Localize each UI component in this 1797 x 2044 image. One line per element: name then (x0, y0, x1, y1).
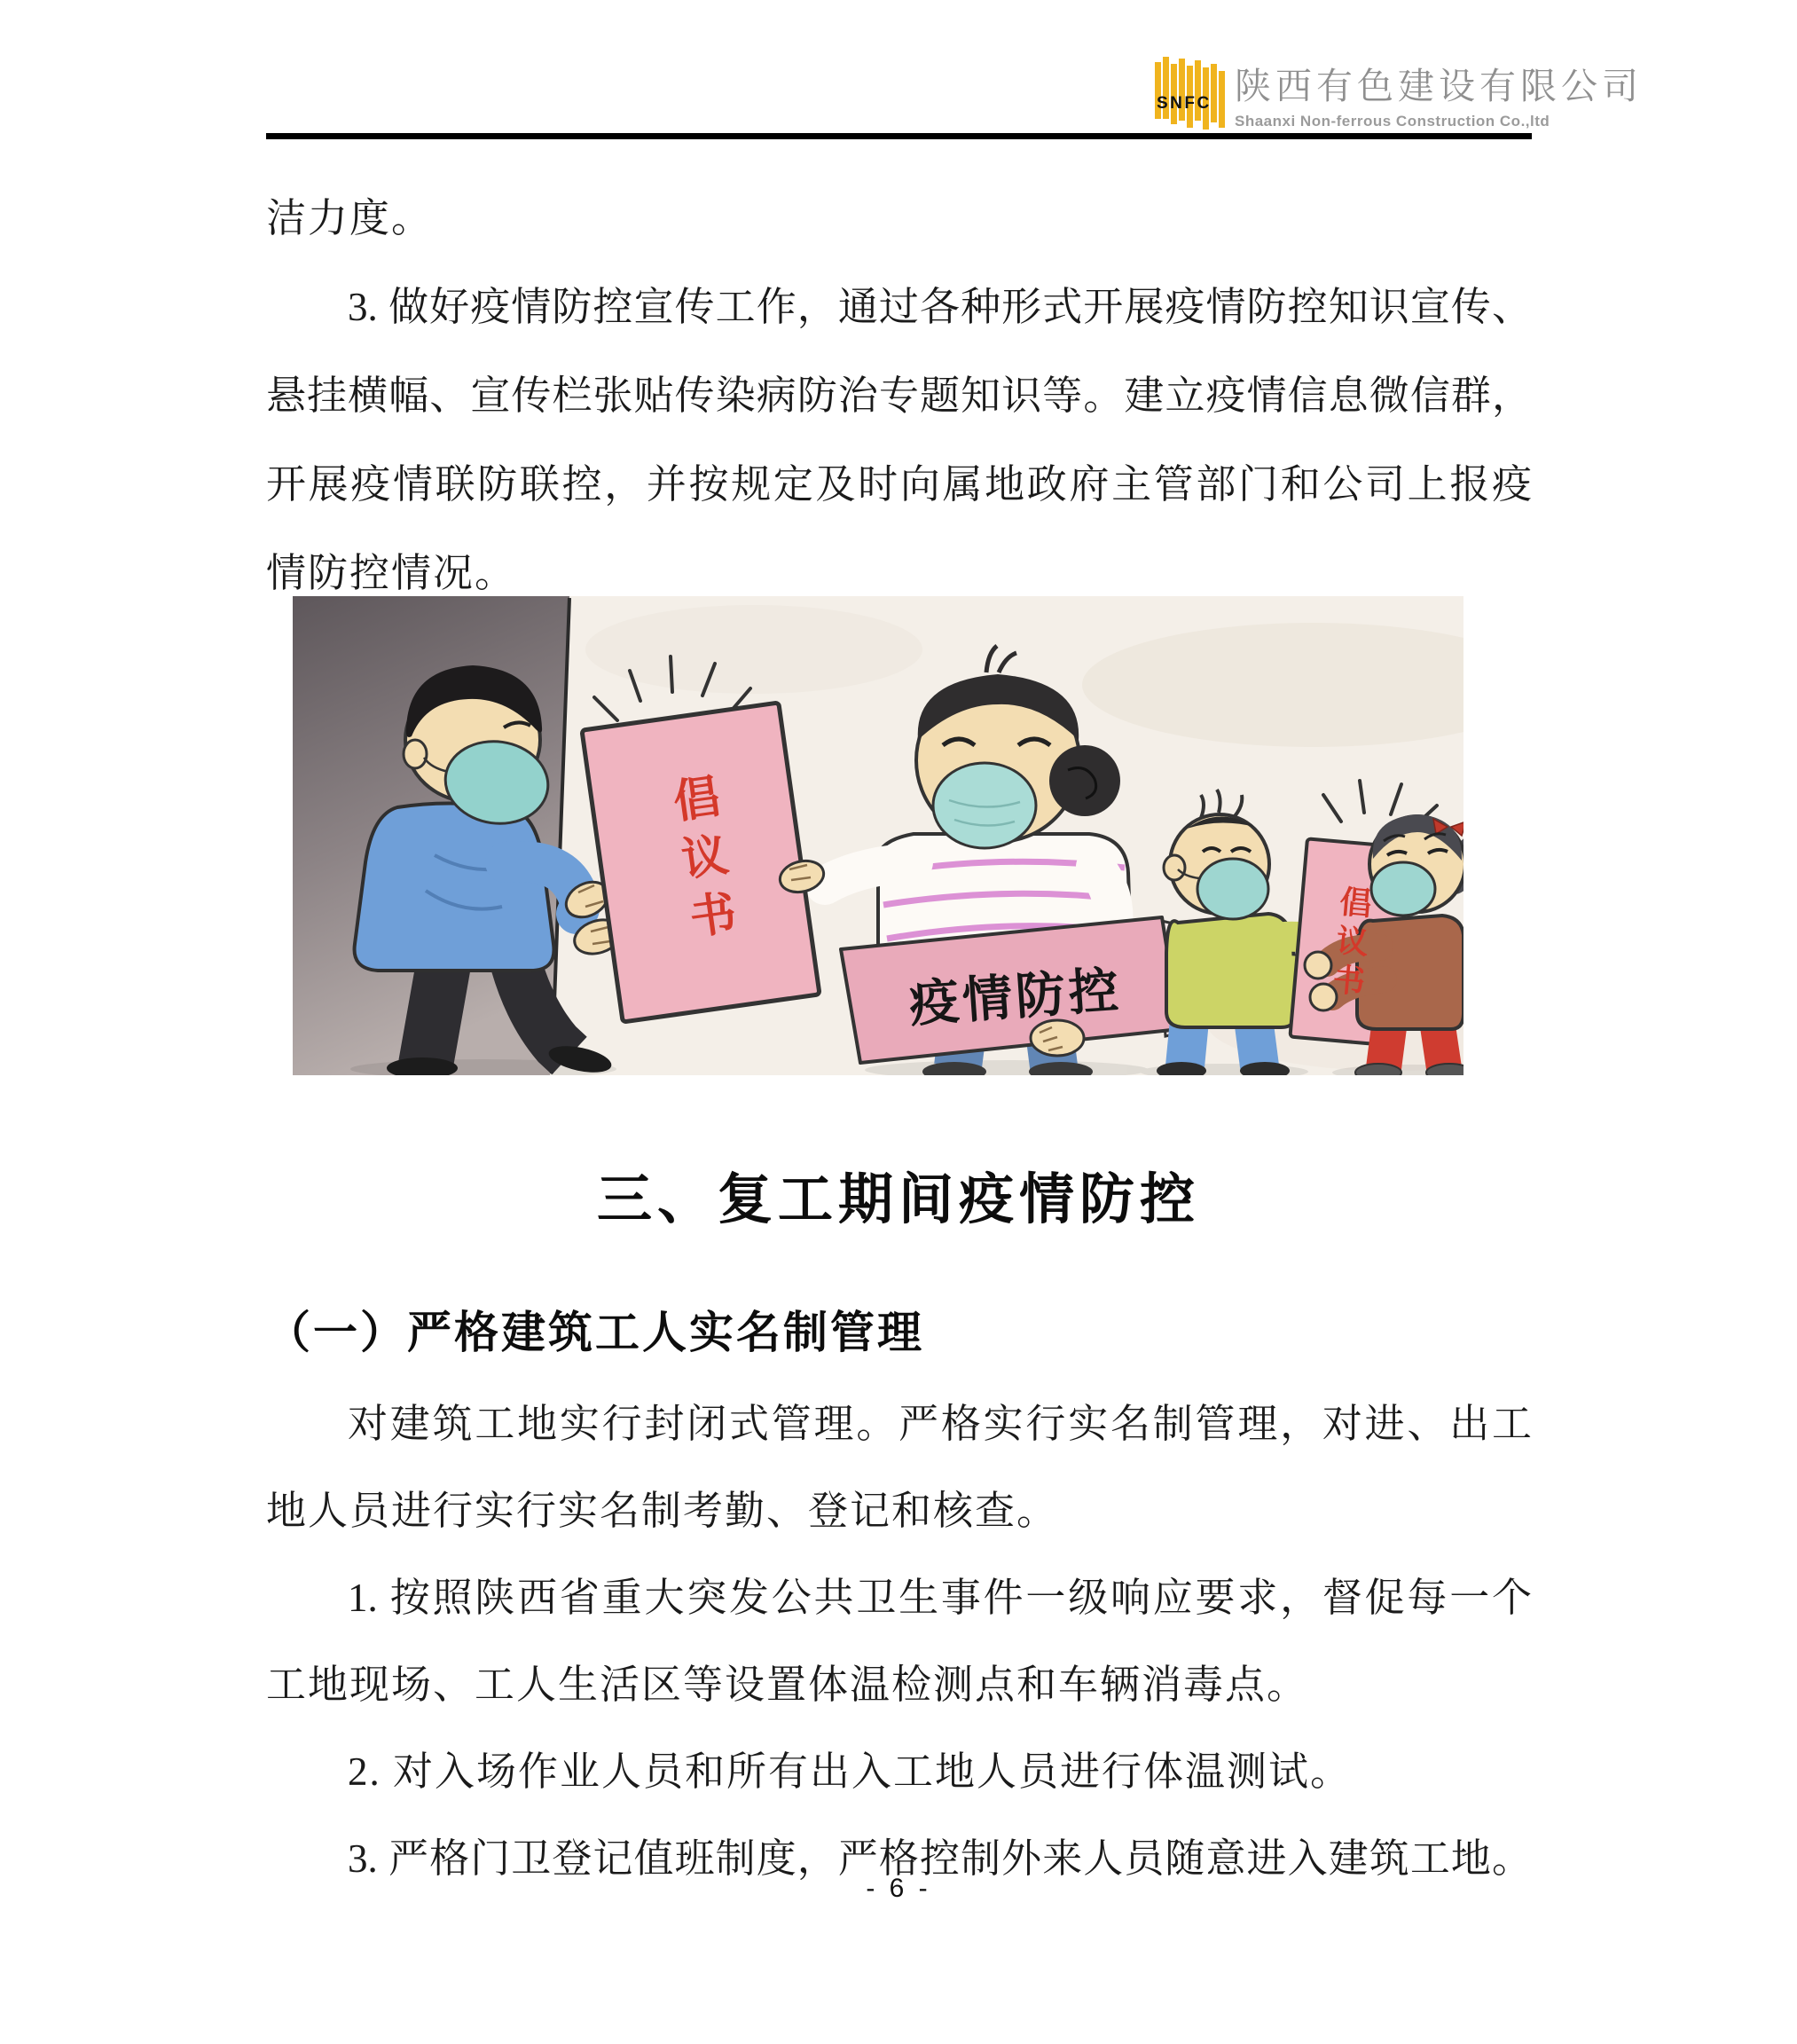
company-name-en: Shaanxi Non-ferrous Construction Co.,ltd (1235, 113, 1550, 130)
page-number: - 6 - (866, 1874, 931, 1903)
body-paragraphs (266, 174, 1532, 617)
woman-arm-left (825, 862, 914, 885)
company-name-block (1235, 57, 1643, 130)
boy-ear (1164, 855, 1185, 880)
girl-hand-lower (1310, 984, 1337, 1010)
body-line: 洁力度。 (266, 196, 434, 240)
body-line: 地人员进行实行实名制考勤、登记和核查。 (266, 1489, 1059, 1533)
body-line: 工地现场、工人生活区等设置体温检测点和车辆消毒点。 (266, 1663, 1309, 1707)
epidemic-prevention-cartoon (293, 596, 1463, 1075)
woman-hair-bun (1049, 745, 1120, 816)
boy-mask (1197, 859, 1268, 919)
banner-caption: 疫情防控 (907, 961, 1124, 1033)
company-logo (1153, 53, 1643, 135)
body-line: 3. 做好疫情防控宣传工作，通过各种形式开展疫情防控知识宣传、 (348, 285, 1532, 329)
snfc-logo-text: SNFC (1157, 94, 1212, 113)
body-line: 1. 按照陕西省重大突发公共卫生事件一级响应要求，督促每一个 (348, 1576, 1532, 1620)
flyer-large (582, 703, 820, 1022)
woman-mask (933, 763, 1036, 848)
snfc-fence-icon (1153, 53, 1229, 135)
body-line: 情防控情况。 (266, 551, 517, 595)
body-line: 开展疫情联防联控，并按规定及时向属地政府主管部门和公司上报疫 (266, 462, 1532, 507)
company-name-cn: 陕西有色建设有限公司 (1235, 66, 1643, 106)
girl-hand-upper (1305, 952, 1331, 979)
body-line: 悬挂横幅、宣传栏张贴传染病防治专题知识等。建立疫情信息微信群， (266, 373, 1532, 418)
section-heading: 三、复工期间疫情防控 (596, 1169, 1200, 1230)
cartoon-drawing (293, 596, 1463, 1075)
flyer-large-caption: 倡议书 (663, 771, 739, 954)
header-rule (266, 133, 1532, 139)
subsection-heading: （一）严格建筑工人实名制管理 (266, 1308, 924, 1357)
body-line: 对建筑工地实行封闭式管理。严格实行实名制管理，对进、出工 (348, 1402, 1532, 1446)
body-line: 2. 对入场作业人员和所有出入工地人员进行体温测试。 (348, 1749, 1353, 1794)
man-ear (404, 740, 427, 768)
girl-mask (1371, 862, 1435, 916)
section-paragraphs (266, 1380, 1532, 1902)
body-line: 3. 严格门卫登记值班制度，严格控制外来人员随意进入建筑工地。 (348, 1836, 1532, 1881)
flyer-small-caption: 倡议书 (1327, 884, 1374, 1004)
